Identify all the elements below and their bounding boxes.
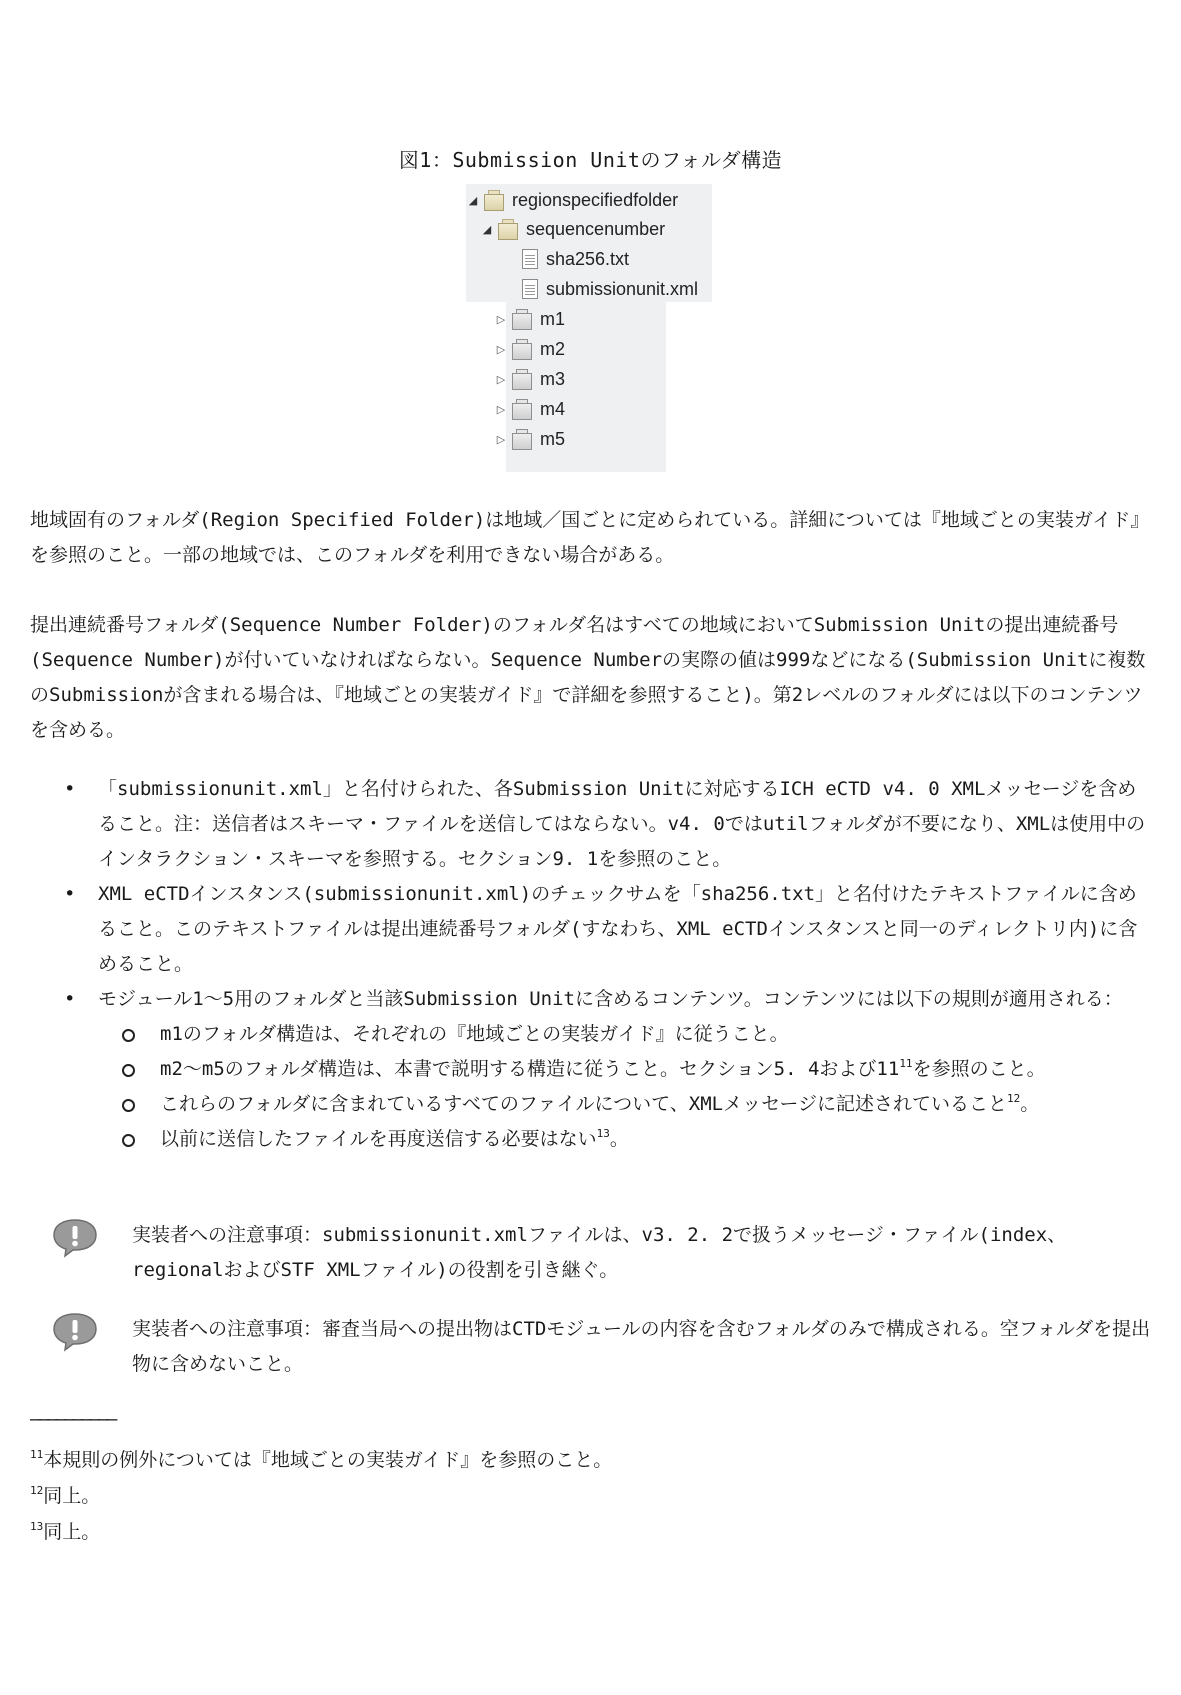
tree-row-m5[interactable] [494,425,565,453]
tree-label: m1 [540,308,566,329]
collapsed-arrow-icon[interactable]: ▷ [496,313,506,326]
expanded-arrow-icon[interactable]: ◢ [482,223,492,236]
circle-bullet-icon [122,1064,135,1077]
bullet-dot: • [64,988,76,1010]
bullet-list [30,772,1152,1157]
sub-bullet-text-after: 。 [609,1128,629,1150]
collapsed-arrow-icon[interactable]: ▷ [496,373,506,386]
note-text: 実装者への注意事項：submissionunit.xmlファイルは、v3. 2. 2で扱うメッセージ・ファイル(index、regionalおよびSTF XMLファイル)の役割を引き継ぐ。 [132,1224,1067,1281]
tree-label: sequencenumber [526,218,666,239]
sub-bullet-text: 以前に送信したファイルを再度送信する必要はない [160,1128,597,1150]
circle-bullet-icon [122,1134,135,1147]
sub-bullet-text: m2～m5のフォルダ構造は、本書で説明する構造に従うこと。セクション5. 4および11 [160,1058,900,1080]
tree-row-submissionunit-xml[interactable] [522,275,698,303]
circle-bullet-icon [122,1099,135,1112]
footnote-ref[interactable]: 11 [899,1057,913,1070]
footnote-text: 同上。 [43,1485,101,1507]
bullet-dot: • [64,778,76,800]
bullet-item [30,877,1152,982]
footnote-number: 12 [30,1484,44,1497]
folder-icon [512,369,532,389]
tree-label: m4 [540,398,566,419]
tree-row-regionspecifiedfolder[interactable] [466,186,678,214]
note-text: 実装者への注意事項：審査当局への提出物はCTDモジュールの内容を含むフォルダのみで構成される。空フォルダを提出物に含めないこと。 [132,1318,1151,1375]
sub-bullet-text-after: を参照のこと。 [912,1058,1046,1080]
footnote-ref[interactable]: 12 [1006,1092,1021,1105]
collapsed-arrow-icon[interactable]: ▷ [496,433,506,446]
footnote [30,1515,100,1550]
tree-label: m3 [540,368,566,389]
tree-label: m5 [540,428,566,449]
bullet-text: 「submissionunit.xml」と名付けられた、各Submission Unitに対応するICH eCTD v4. 0 XMLメッセージを含めること。注：送信者はスキーマ・ファイルを送信してはならない。v4. 0ではutilフォルダが不要になり、XMLは使用中のインタラクション・スキーマを参照する。セクション9. 1を参照のこと。 [98,778,1146,870]
tree-row-m3[interactable] [494,365,565,393]
tree-label: sha256.txt [546,248,630,269]
folder-tree-figure [466,184,712,472]
sub-bullet-item [30,1017,1152,1052]
bullet-dot: • [64,883,76,905]
tree-row-m4[interactable] [494,395,565,423]
folder-icon [512,309,532,329]
paragraph-sequence-folder: 提出連続番号フォルダ(Sequence Number Folder)のフォルダ名はすべての地域においてSubmission Unitの提出連続番号(Sequence Number)が付いていなければならない。Sequence Numberの実際の値は999などになる(Submission Unitに複数のSubmissionが含まれる場合は、『地域ごとの実装ガイド』で詳細を参照すること)。第2レベルのフォルダには以下のコンテンツを含める。 [30,614,1146,741]
tree-row-m1[interactable] [494,305,565,333]
footnote-text: 本規則の例外については『地域ごとの実装ガイド』を参照のこと。 [43,1449,613,1471]
sub-bullet-list [98,1017,1152,1157]
paragraph-region-folder: 地域固有のフォルダ(Region Specified Folder)は地域／国ごとに定められている。詳細については『地域ごとの実装ガイド』を参照のこと。一部の地域では、このフォルダを利用できない場合がある。 [30,509,1150,566]
footnote-ref[interactable]: 13 [596,1127,610,1140]
expanded-arrow-icon[interactable]: ◢ [468,194,478,207]
footnote [30,1443,612,1478]
collapsed-arrow-icon[interactable]: ▷ [496,343,506,356]
sub-bullet-item [30,1122,1152,1157]
sub-bullet-text: これらのフォルダに含まれているすべてのファイルについて、XMLメッセージに記述されていること [160,1093,1007,1115]
bullet-text: モジュール1～5用のフォルダと当該Submission Unitに含めるコンテンツ。コンテンツには以下の規則が適用される： [98,988,1123,1010]
folder-icon [498,219,518,239]
folder-icon [512,399,532,419]
tree-label: regionspecifiedfolder [512,189,679,210]
bullet-item [30,982,1152,1157]
tree-label: submissionunit.xml [546,278,699,299]
footnote-text: 同上。 [43,1521,101,1543]
sub-bullet-text: m1のフォルダ構造は、それぞれの『地域ごとの実装ガイド』に従うこと。 [160,1023,789,1045]
footnote-number: 13 [30,1520,44,1533]
circle-bullet-icon [122,1029,135,1042]
bullet-text: XML eCTDインスタンス(submissionunit.xml)のチェックサムを「sha256.txt」と名付けたテキストファイルに含めること。このテキストファイルは提出連続番号フォルダ(すなわち、XML eCTDインスタンスと同一のディレクトリ内)に含めること。 [98,883,1138,975]
tree-row-m2[interactable] [494,335,565,363]
figure-caption: 図1：Submission Unitのフォルダ構造 [398,148,783,172]
sub-bullet-item [30,1087,1152,1122]
tree-label: m2 [540,338,566,359]
exclamation-speech-bubble-icon [52,1218,98,1258]
collapsed-arrow-icon[interactable]: ▷ [496,403,506,416]
footnote [30,1479,100,1514]
folder-icon [512,339,532,359]
sub-bullet-text-after: 。 [1020,1093,1040,1115]
tree-row-sha256-txt[interactable] [522,245,629,273]
tree-row-sequencenumber[interactable] [480,215,665,243]
exclamation-speech-bubble-icon [52,1312,98,1352]
folder-icon [512,429,532,449]
footnote-separator: ―――――――――― [30,1408,115,1430]
footnote-number: 11 [30,1448,44,1461]
folder-icon [484,190,504,210]
text-file-icon [522,249,538,269]
xml-file-icon [522,279,538,299]
sub-bullet-item [30,1052,1152,1087]
bullet-item [30,772,1152,877]
